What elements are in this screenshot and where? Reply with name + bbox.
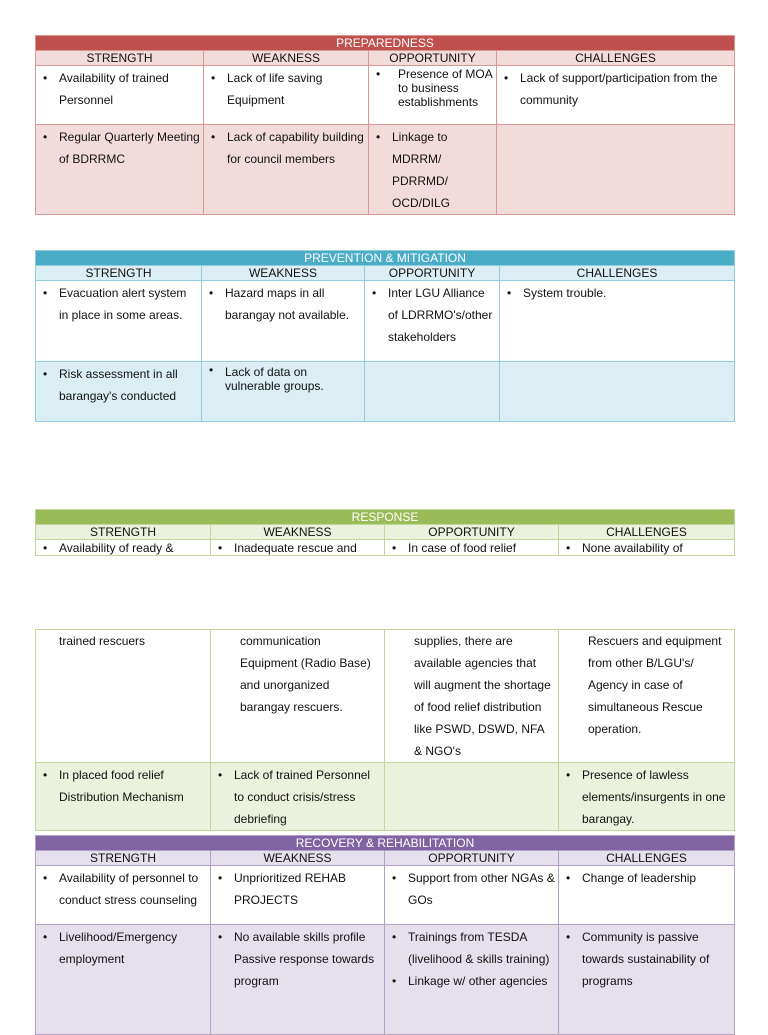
recovery-opportunity-2b: • Linkage w/ other agencies xyxy=(388,970,555,992)
response-table-continued xyxy=(35,629,735,831)
prevention-challenges-1: • System trouble. xyxy=(503,282,731,304)
header-opportunity: OPPORTUNITY xyxy=(385,851,559,866)
preparedness-weakness-2: • Lack of capability building for council members xyxy=(207,126,365,170)
header-weakness: WEAKNESS xyxy=(211,525,385,540)
prevention-weakness-2: • Lack of data on vulnerable groups. xyxy=(205,363,361,393)
recovery-strength-1: • Availability of personnel to conduct stress counseling xyxy=(39,867,207,911)
prevention-strength-1: • Evacuation alert system in place in some areas. xyxy=(39,282,198,326)
header-weakness: WEAKNESS xyxy=(211,851,385,866)
preparedness-strength-2: • Regular Quarterly Meeting of BDRRMC xyxy=(39,126,200,170)
response-title: RESPONSE xyxy=(36,510,735,525)
response-strength-2: • In placed food relief Distribution Mechanism xyxy=(39,764,207,808)
recovery-challenges-2: • Community is passive towards sustainability of programs xyxy=(562,926,731,992)
response-strength-1-cont: trained rescuers xyxy=(59,634,146,648)
preparedness-challenges-1: • Lack of support/participation from the community xyxy=(500,67,731,111)
preparedness-opportunity-2: • Linkage to MDRRM/ PDRRMD/ OCD/DILG xyxy=(372,126,493,214)
header-challenges: CHALLENGES xyxy=(559,851,735,866)
preparedness-opportunity-1: • Presence of MOA to business establishments xyxy=(372,67,493,109)
response-opportunity-1-cont: supplies, there are available agencies that will augment the shortage of food relief distribution like PSWD, DSWD, NFA & NGO's xyxy=(414,634,551,758)
header-challenges: CHALLENGES xyxy=(559,525,735,540)
recovery-opportunity-2: • Trainings from TESDA (livelihood & skills training) xyxy=(388,926,555,970)
header-opportunity: OPPORTUNITY xyxy=(385,525,559,540)
header-weakness: WEAKNESS xyxy=(204,51,369,66)
response-weakness-2: • Lack of trained Personnel to conduct crisis/stress debriefing xyxy=(214,764,381,830)
header-strength: STRENGTH xyxy=(36,851,211,866)
recovery-title: RECOVERY & REHABILITATION xyxy=(36,836,735,851)
response-challenges-1-cont: Rescuers and equipment from other B/LGU's/ Agency in case of simultaneous Rescue operation. xyxy=(588,634,722,736)
preparedness-table xyxy=(35,35,735,215)
response-table xyxy=(35,509,735,556)
response-weakness-1: • Inadequate rescue and xyxy=(214,541,381,555)
prevention-table xyxy=(35,250,735,422)
response-strength-1: • Availability of ready & xyxy=(39,541,207,555)
prevention-opportunity-1: • Inter LGU Alliance of LDRRMO's/other stakeholders xyxy=(368,282,496,348)
header-challenges: CHALLENGES xyxy=(500,266,735,281)
preparedness-strength-1: • Availability of trained Personnel xyxy=(39,67,200,111)
header-strength: STRENGTH xyxy=(36,525,211,540)
header-weakness: WEAKNESS xyxy=(202,266,365,281)
recovery-challenges-1: • Change of leadership xyxy=(562,867,731,889)
recovery-opportunity-1: • Support from other NGAs & GOs xyxy=(388,867,555,911)
response-challenges-2: • Presence of lawless elements/insurgents in one barangay. xyxy=(562,764,731,830)
header-opportunity: OPPORTUNITY xyxy=(365,266,500,281)
preparedness-title: PREPAREDNESS xyxy=(36,36,735,51)
response-challenges-1: • None availability of xyxy=(562,541,731,555)
prevention-weakness-1: • Hazard maps in all barangay not available. xyxy=(205,282,361,326)
header-strength: STRENGTH xyxy=(36,266,202,281)
prevention-title: PREVENTION & MITIGATION xyxy=(36,251,735,266)
header-strength: STRENGTH xyxy=(36,51,204,66)
header-challenges: CHALLENGES xyxy=(497,51,735,66)
prevention-strength-2: • Risk assessment in all barangay's conducted xyxy=(39,363,198,407)
recovery-table xyxy=(35,835,735,1035)
header-opportunity: OPPORTUNITY xyxy=(369,51,497,66)
recovery-strength-2: • Livelihood/Emergency employment xyxy=(39,926,207,970)
response-weakness-1-cont: communication Equipment (Radio Base) and unorganized barangay rescuers. xyxy=(240,634,371,714)
response-opportunity-1: • In case of food relief xyxy=(388,541,555,555)
recovery-weakness-1: • Unprioritized REHAB PROJECTS xyxy=(214,867,381,911)
recovery-weakness-2: • No available skills profile Passive response towards program xyxy=(214,926,381,992)
preparedness-weakness-1: • Lack of life saving Equipment xyxy=(207,67,365,111)
